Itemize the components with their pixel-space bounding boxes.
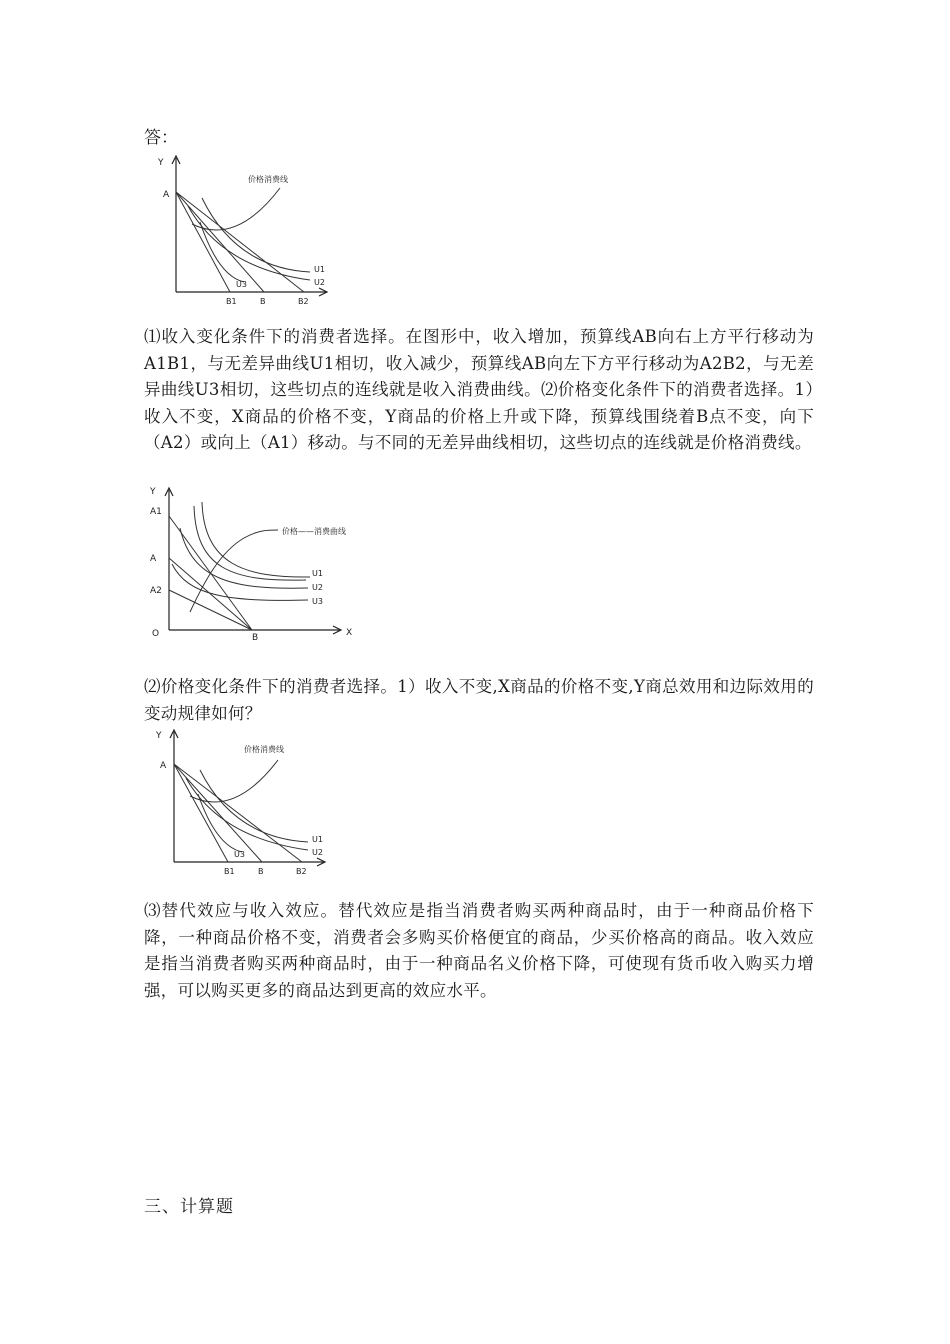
- indifference-curve-u3: [172, 564, 308, 600]
- indifference-curve-u2: [186, 778, 308, 850]
- u3-label: U3: [236, 280, 247, 289]
- budget-line-ab1: [174, 764, 228, 862]
- u2-label: U2: [314, 278, 325, 287]
- origin-label: O: [152, 629, 160, 639]
- b-label: B: [260, 297, 266, 306]
- u2-label: U2: [312, 583, 323, 592]
- figure-price-consumption-3: [144, 724, 344, 884]
- budget-line-ab: [174, 764, 262, 862]
- section-heading: 三、计算题: [144, 1197, 234, 1217]
- u1-label: U1: [312, 835, 323, 844]
- b2-label: B2: [298, 297, 309, 306]
- answer-label: 答：: [144, 128, 178, 148]
- indifference-curve-u2: [188, 206, 310, 280]
- point-a-label: A: [160, 761, 167, 771]
- u1-label: U1: [312, 569, 323, 578]
- point-a-label: A: [163, 190, 170, 200]
- u3-label: U3: [234, 850, 245, 859]
- u2-label: U2: [312, 848, 323, 857]
- price-consumption-curve: [192, 188, 280, 230]
- b1-label: B1: [224, 867, 235, 876]
- u1-label: U1: [314, 265, 325, 274]
- curve-title-label: 价格消费线: [248, 175, 288, 184]
- figure-price-consumption-1: [144, 150, 344, 310]
- price-consumption-curve: [190, 760, 278, 802]
- budget-line-ab: [176, 192, 264, 292]
- budget-line-ab2: [174, 764, 302, 862]
- b-label: B: [258, 867, 264, 876]
- x-axis-label: X: [346, 628, 353, 638]
- u3-label: U3: [312, 597, 323, 606]
- indifference-curve-u1: [202, 502, 310, 577]
- paragraph-income-price-change: ⑴收入变化条件下的消费者选择。在图形中，收入增加，预算线AB向右上方平行移动为A1B1，与无差异曲线U1相切，收入减少，预算线AB向左下方平行移动为A2B2，与无差异曲线U3相切，这些切点的连线就是收入消费曲线。⑵价格变化条件下的消费者选择。1）收入不变，X商品的价格不变，Y商品的价格上升或下降，预算线围绕着B点不变，向下（A2）或向上（A1）移动。与不同的无差异曲线相切，这些切点的连线就是价格消费线。: [144, 327, 814, 452]
- y-axis-label: Y: [150, 487, 156, 497]
- budget-line-ab1: [176, 192, 230, 292]
- a2-label: A2: [150, 586, 162, 596]
- indifference-curve-u1-stub: [194, 506, 306, 580]
- budget-line-a2b: [169, 590, 252, 630]
- budget-line-ab2: [176, 192, 304, 292]
- a1-label: A1: [150, 507, 162, 517]
- y-axis-label: Y: [158, 158, 164, 168]
- curve-title-label: 价格消费线: [244, 745, 284, 754]
- figure-price-consumption-2: [144, 484, 374, 646]
- y-axis-label: Y: [156, 731, 162, 741]
- paragraph-substitution-income-effect: ⑶替代效应与收入效应。替代效应是指当消费者购买两种商品时，由于一种商品价格下降，一种商品价格不变，消费者会多购买价格便宜的商品，少买价格高的商品。收入效应是指当消费者购买两种商品时，由于一种商品名义价格下降，可使现有货币收入购买力增强，可以购买更多的商品达到更高的效应水平。: [144, 901, 814, 1000]
- b1-label: B1: [226, 297, 237, 306]
- a-label: A: [150, 554, 157, 564]
- b-label: B: [252, 633, 259, 643]
- paragraph-price-change: ⑵价格变化条件下的消费者选择。1）收入不变,X商品的价格不变,Y商总效用和边际效用的变动规律如何？: [144, 677, 814, 723]
- b2-label: B2: [296, 867, 307, 876]
- indifference-curve-u3: [200, 222, 244, 282]
- curve-title-label: 价格——消费曲线: [282, 527, 346, 536]
- budget-line-ab: [169, 558, 252, 630]
